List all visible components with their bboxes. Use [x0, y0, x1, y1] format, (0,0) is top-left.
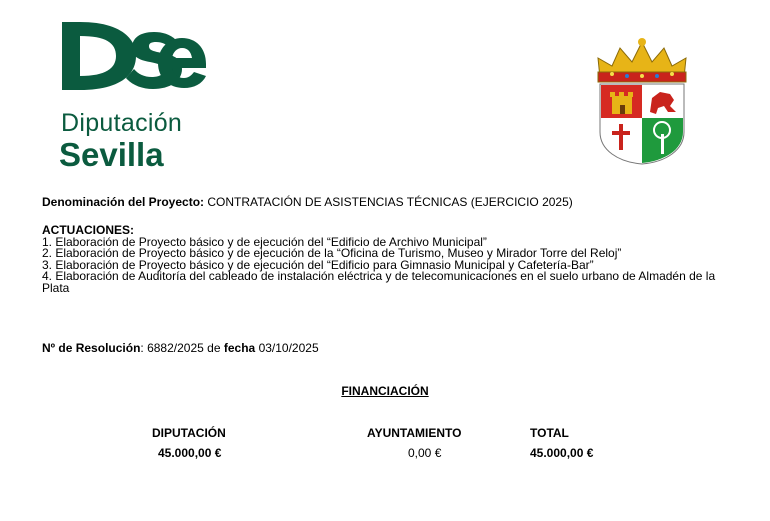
total-amount: 45.000,00 € [530, 446, 594, 460]
denominacion-label: Denominación del Proyecto: [42, 195, 205, 209]
actuaciones-section [42, 225, 742, 294]
resolution-de: de [207, 341, 221, 355]
actuacion-item: 4. Elaboración de Auditoría del cableado de instalación eléctrica y de telecomunicaciones en el suelo urbano de Almadén de la Plata [42, 269, 716, 295]
actuacion-item: 3. Elaboración de Proyecto básico y de ejecución del “Edificio para Gimnasio Municipal y Cafetería-Bar” [42, 257, 594, 272]
actuacion-item: 2. Elaboración de Proyecto básico y de ejecución de la “Oficina de Turismo, Museo y Mirador Torre del Reloj” [42, 246, 622, 260]
actuacion-item: 1. Elaboración de Proyecto básico y de ejecución del “Edificio de Archivo Municipal” [42, 234, 487, 249]
ayuntamiento-header: AYUNTAMIENTO [367, 426, 462, 440]
actuaciones-heading: ACTUACIONES: [42, 223, 134, 237]
resolution-number: 6882/2025 [147, 341, 204, 355]
diputacion-amount: 45.000,00 € [158, 446, 222, 460]
resolution-date: 03/10/2025 [258, 341, 319, 355]
denominacion-value: CONTRATACIÓN DE ASISTENCIAS TÉCNICAS (EJERCICIO 2025) [207, 195, 573, 209]
financiacion-title: FINANCIACIÓN [341, 384, 429, 398]
logo-text-sevilla: Sevilla [59, 136, 164, 173]
resolution-label: Nº de Resolución [42, 341, 141, 355]
total-header: TOTAL [530, 426, 569, 440]
coat-of-arms-icon [590, 36, 695, 166]
resolution-line: Nº de Resolución: 6882/2025 de fecha 03/10/2025 [42, 341, 319, 355]
logo-text-diputacion: Diputación [61, 109, 183, 137]
dse-logo-mark-icon [58, 18, 208, 110]
project-denomination [42, 197, 573, 209]
resolution-fecha-label: fecha [223, 341, 256, 355]
ayuntamiento-amount: 0,00 € [408, 446, 442, 460]
diputacion-header: DIPUTACIÓN [152, 426, 226, 440]
